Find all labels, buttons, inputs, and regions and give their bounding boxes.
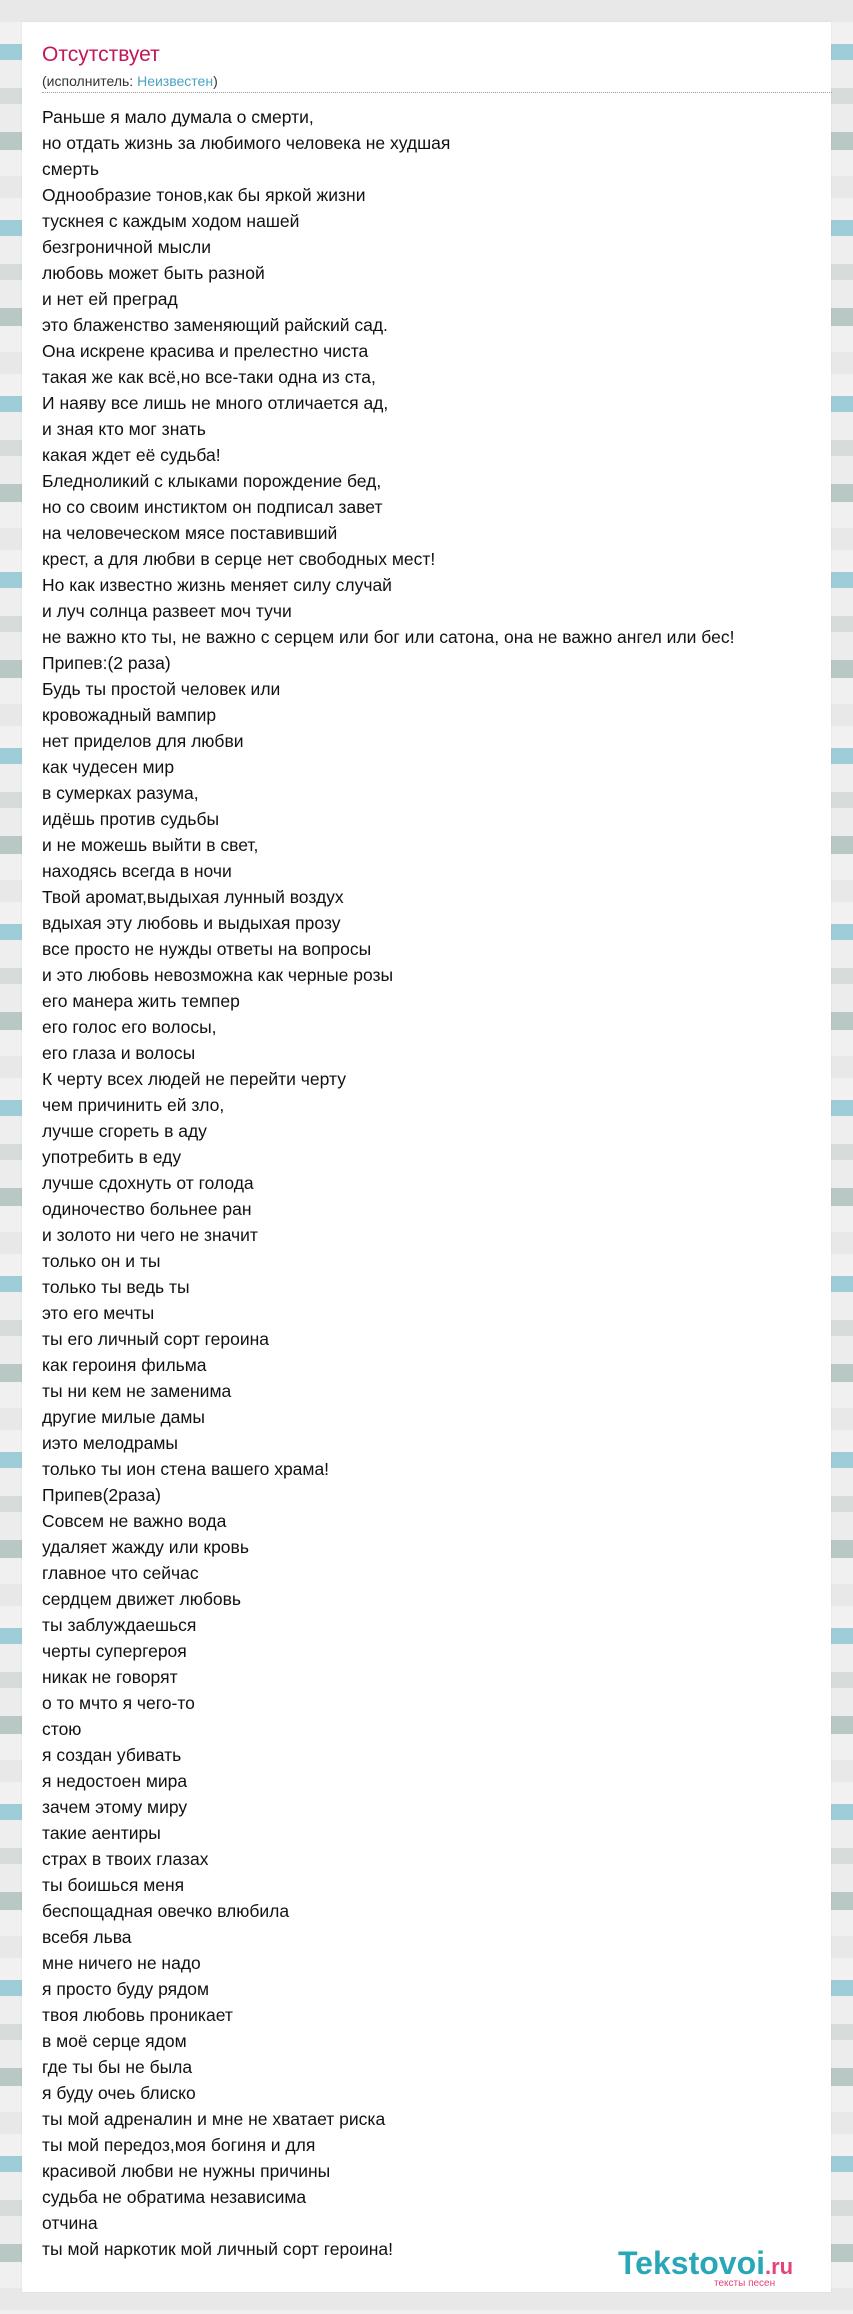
lyric-line: одиночество больнее ран	[42, 1199, 252, 1219]
lyric-line: Она искрене красива и прелестно чиста	[42, 341, 369, 361]
site-logo[interactable]	[618, 2244, 828, 2290]
lyric-line: ты мой адреналин и мне не хватает риска	[42, 2109, 386, 2129]
lyric-line: Но как известно жизнь меняет силу случай	[42, 575, 392, 595]
lyric-line: Бледноликий с клыками порождение бед,	[42, 471, 382, 491]
lyric-line: нет приделов для любви	[42, 731, 244, 751]
lyric-line: другие милые дамы	[42, 1407, 205, 1427]
lyric-line: как героиня фильма	[42, 1355, 207, 1375]
lyric-line: где ты бы не была	[42, 2057, 193, 2077]
lyrics-text	[42, 104, 852, 2262]
lyric-line: но отдать жизнь за любимого человека не худшая	[42, 133, 451, 153]
lyric-line: это его мечты	[42, 1303, 155, 1323]
lyric-line: ты мой наркотик мой личный сорт героина!	[42, 2239, 394, 2259]
lyric-line: Твой аромат,выдыхая лунный воздух	[42, 887, 344, 907]
performer-suffix: )	[213, 73, 218, 89]
lyric-line: употребить в еду	[42, 1147, 182, 1167]
lyric-line: такая же как всё,но все-таки одна из ста,	[42, 367, 376, 387]
lyric-line: стою	[42, 1719, 82, 1739]
lyric-line: и это любовь невозможна как черные розы	[42, 965, 394, 985]
lyric-line: это блаженство заменяющий райский сад.	[42, 315, 388, 335]
lyric-line: его глаза и волосы	[42, 1043, 196, 1063]
lyric-line: и нет ей преград	[42, 289, 178, 309]
lyric-line: ты боишься меня	[42, 1875, 185, 1895]
lyric-line: ты заблуждаешься	[42, 1615, 197, 1635]
lyric-line: такие аентиры	[42, 1823, 161, 1843]
lyric-line: отчина	[42, 2213, 98, 2233]
lyric-line: Совсем не важно вода	[42, 1511, 227, 1531]
lyric-line: я буду очеь блиско	[42, 2083, 196, 2103]
lyric-line: в моё серце ядом	[42, 2031, 187, 2051]
lyric-line: беспощадная овечко влюбила	[42, 1901, 290, 1921]
lyric-line: в сумерках разума,	[42, 783, 199, 803]
logo-tld: .ru	[765, 2254, 794, 2279]
lyric-line: крест, а для любви в серце нет свободных мест!	[42, 549, 436, 569]
logo-tagline: тексты песен	[714, 2278, 776, 2289]
lyric-line: идёшь против судьбы	[42, 809, 220, 829]
lyric-line: только ты ион стена вашего храма!	[42, 1459, 330, 1479]
title-divider	[42, 92, 832, 93]
lyric-line: находясь всегда в ночи	[42, 861, 232, 881]
lyric-line: черты супергероя	[42, 1641, 187, 1661]
lyric-line: ты ни кем не заменима	[42, 1381, 232, 1401]
lyric-line: только он и ты	[42, 1251, 161, 1271]
lyric-line: ты мой передоз,моя богиня и для	[42, 2135, 316, 2155]
lyric-line: судьба не обратима независима	[42, 2187, 307, 2207]
lyric-line: я создан убивать	[42, 1745, 182, 1765]
lyric-line: И наяву все лишь не много отличается ад,	[42, 393, 389, 413]
performer-line	[42, 72, 218, 90]
lyric-line: и луч солнца развеет моч тучи	[42, 601, 292, 621]
lyric-line: лучше сгореть в аду	[42, 1121, 207, 1141]
lyric-line: Однообразие тонов,как бы яркой жизни	[42, 185, 366, 205]
lyric-line: страх в твоих глазах	[42, 1849, 209, 1869]
lyric-line: лучше сдохнуть от голода	[42, 1173, 254, 1193]
song-title: Отсутствует	[42, 43, 160, 66]
performer-link[interactable]: Неизвестен	[137, 73, 214, 89]
lyric-line: все просто не нужды ответы на вопросы	[42, 939, 372, 959]
lyric-line: Будь ты простой человек или	[42, 679, 281, 699]
lyric-line: и не можешь выйти в свет,	[42, 835, 259, 855]
lyric-line: ты его личный сорт героина	[42, 1329, 270, 1349]
lyric-line: безгроничной мысли	[42, 237, 211, 257]
lyric-line: красивой любви не нужны причины	[42, 2161, 331, 2181]
lyric-line: К черту всех людей не перейти черту	[42, 1069, 346, 1089]
lyric-line: кровожадный вампир	[42, 705, 217, 725]
lyric-line: но со своим инстиктом он подписал завет	[42, 497, 383, 517]
lyric-line: только ты ведь ты	[42, 1277, 190, 1297]
lyric-line: мне ничего не надо	[42, 1953, 201, 1973]
performer-prefix: (исполнитель:	[42, 73, 138, 89]
logo-name: Tekstovoi	[618, 2245, 765, 2281]
lyrics-card	[22, 22, 831, 2292]
lyric-line: его голос его волосы,	[42, 1017, 217, 1037]
lyric-line: вдыхая эту любовь и выдыхая прозу	[42, 913, 341, 933]
lyric-line: как чудесен мир	[42, 757, 175, 777]
lyric-line: не важно кто ты, не важно с серцем или бог или сатона, она не важно ангел или бес!	[42, 627, 735, 647]
lyric-line: тускнея с каждым ходом нашей	[42, 211, 300, 231]
lyric-line: чем причинить ей зло,	[42, 1095, 225, 1115]
lyric-line: Раньше я мало думала о смерти,	[42, 107, 314, 127]
lyric-line: о то мчто я чего-то	[42, 1693, 195, 1713]
lyric-line: удаляет жажду или кровь	[42, 1537, 249, 1557]
lyric-line: смерть	[42, 159, 99, 179]
lyric-line: твоя любовь проникает	[42, 2005, 233, 2025]
lyric-line: зачем этому миру	[42, 1797, 188, 1817]
lyric-line: любовь может быть разной	[42, 263, 265, 283]
lyric-line: и золото ни чего не значит	[42, 1225, 258, 1245]
lyric-line: и зная кто мог знать	[42, 419, 206, 439]
lyric-line: никак не говорят	[42, 1667, 178, 1687]
lyric-line: Припев:(2 раза)	[42, 653, 171, 673]
lyric-line: иэто мелодрамы	[42, 1433, 178, 1453]
lyric-line: Припев(2раза)	[42, 1485, 162, 1505]
lyric-line: главное что сейчас	[42, 1563, 199, 1583]
lyric-line: на человеческом мясе поставивший	[42, 523, 338, 543]
lyric-line: я просто буду рядом	[42, 1979, 210, 1999]
lyric-line: я недостоен мира	[42, 1771, 188, 1791]
lyric-line: всебя льва	[42, 1927, 132, 1947]
lyric-line: его манера жить темпер	[42, 991, 240, 1011]
lyric-line: какая ждет её судьба!	[42, 445, 221, 465]
lyric-line: сердцем движет любовь	[42, 1589, 242, 1609]
